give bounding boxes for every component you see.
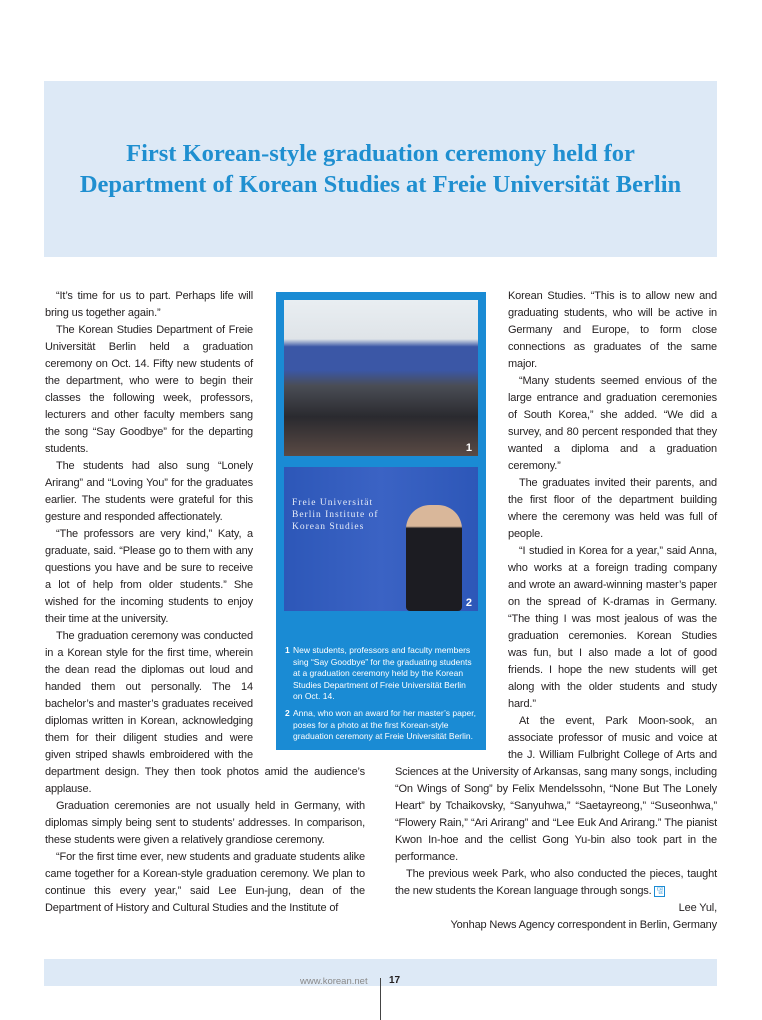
- paragraph: “It’s time for us to part. Perhaps life will bring us together again.”: [45, 290, 253, 319]
- photo-number: 2: [465, 597, 472, 609]
- paragraph: The graduates invited their parents, and the first floor of the department building where the ceremony was held was full of people.: [508, 477, 717, 540]
- end-mark-icon: 멀: [654, 886, 665, 897]
- paragraph-text: The previous week Park, who also conducted the pieces, taught the new students the Korean language through songs.: [395, 868, 717, 897]
- footer-divider: [380, 978, 381, 1020]
- paragraph: “For the first time ever, new students and graduate students alike came together for a Korean-style graduation ceremony. We plan to continue this every year,” said Lee Eun-jung, dean of the Department of History and Cultural Studies and the Institute of: [45, 851, 365, 914]
- paragraph: Korean Studies. “This is to allow new and graduating students, who will be active in Germany and Europe, to form close connections as graduates of the same major.: [508, 290, 717, 370]
- paragraph: At the event, Park Moon-sook, an associate professor of music and voice at the J. William Fulbright College of Arts and Sciences at the University of Arkansas, sang many songs, including “On Wings of Song” by Felix Mendelssohn, “None But The Lonely Heart” by Tchaikovsky, “Sanyuhwa,” “Saetayreong,” “Suseonhwa,” “Flowery Rain,” “Ari Arirang” and “Lee Euk And Arirang.” The pianist Kwon In-hoe and the cellist Gong Yu-bin also took part in the performance.: [395, 715, 717, 863]
- title-box: [44, 81, 717, 257]
- paragraph: “I studied in Korea for a year,” said Anna, who works at a foreign trading company and wrote an award-winning master’s paper on the spread of K-dramas in Germany. “The thing I was most jealous of was the graduation ceremonies. Korean Studies was fun, but I also made a lot of good friends. I hope the new students will get along with the older students and study hard.”: [508, 545, 717, 710]
- left-column: [45, 288, 365, 917]
- photo-number: 1: [465, 442, 472, 454]
- institute-sign: Freie Universität Berlin Institute of Korean Studies: [292, 498, 379, 532]
- paragraph: The Korean Studies Department of Freie Universität Berlin held a graduation ceremony on Oct. 14. Fifty new students of the department, who were to begin their classes the following week, professors, lecturers and other faculty members sang the song “Say Goodbye” for the departing students.: [45, 324, 253, 455]
- article-title: First Korean-style graduation ceremony held for Department of Korean Studies at Freie Universität Berlin: [79, 140, 682, 198]
- page-number: 17: [389, 975, 401, 986]
- footer-site: www.korean.net: [300, 976, 368, 987]
- right-column: [395, 288, 717, 934]
- caption-text: New students, professors and faculty members sing “Say Goodbye” for the graduating students at a graduation ceremony held by the Korean Studies Department of Freie Universität Berlin on Oct. 14.: [293, 645, 472, 701]
- paragraph: The students had also sung “Lonely Arirang” and “Loving You” for the graduates earlier. The students were grateful for this gesture and responded affectionately.: [45, 460, 253, 523]
- paragraph: [395, 866, 717, 900]
- caption-number: 2: [285, 708, 290, 718]
- paragraph: Graduation ceremonies are not usually held in Germany, with diplomas simply being sent to students’ addresses. In comparison, these students were given a relatively grandiose ceremony.: [45, 800, 365, 846]
- caption-number: 1: [285, 645, 290, 655]
- paragraph: “Many students seemed envious of the large entrance and graduation ceremonies of South Korea,” she added. “We did a survey, and 80 percent responded that they wanted a diploma and a graduation ceremony.”: [508, 375, 717, 472]
- byline-name: Lee Yul,: [678, 902, 717, 914]
- byline-affiliation: Yonhap News Agency correspondent in Berlin, Germany: [450, 919, 717, 931]
- caption-text: Anna, who won an award for her master’s paper, poses for a photo at the first Korean-style graduation ceremony at Freie Universität Berlin.: [293, 708, 477, 741]
- paragraph: “The professors are very kind,” Katy, a graduate, said. “Please go to them with any questions you have and be sure to receive a lot of help from older students.” She wished for the incoming students to enjoy their time at the university.: [45, 528, 253, 625]
- paragraph: The graduation ceremony was conducted in a Korean style for the first time, wherein the dean read the diplomas out loud and handed them out personally. The 14 bachelor’s and master’s graduates received diplomas written in Korean, acknowledging them for their diligent studies and were given striped shawls embroidered with the department design. They then took photos amid the audience’s applause.: [45, 630, 365, 795]
